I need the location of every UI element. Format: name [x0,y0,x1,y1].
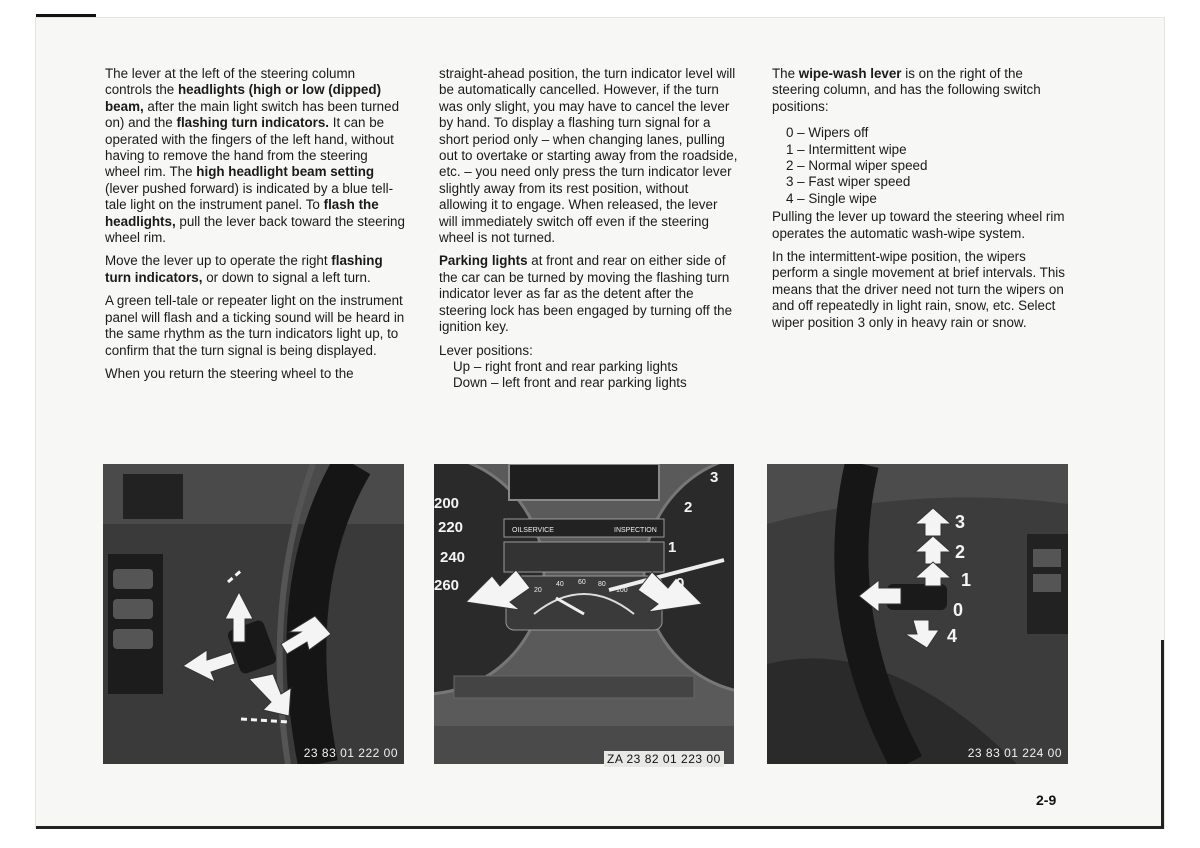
speed-label: 260 [434,577,460,594]
fuel-label: 100 [616,587,628,594]
lever-illustration [103,464,404,764]
list-item: 3 – Fast wiper speed [786,174,911,190]
rpm-label: 2 [684,499,693,516]
figure-number: 23 83 01 222 00 [303,746,398,760]
bold-term: flashing turn indicators. [176,115,329,131]
text: The lever at the left of the steering column controls the [105,66,356,98]
list-item: Down – left front and rear parking lights [453,375,687,391]
paragraph-headlight-lever [105,66,405,246]
photo-turn-signal-lever [103,464,404,764]
list-item: Up – right front and rear parking lights [453,358,678,374]
wiper-position-label: 0 [953,600,964,620]
text: The [772,66,799,81]
bold-term: headlights (high or low (dipped) beam, [105,82,382,114]
wiper-position-label: 2 [955,542,966,562]
bold-term: wipe-wash lever [798,66,902,81]
text: after the main light switch has been turned on) and the [105,98,400,131]
photo-instrument-cluster [434,464,734,764]
text-column-middle [439,66,739,392]
text: pull the lever back toward the steering wheel rim. [105,213,405,246]
text: (lever pushed forward) is indicated by a blue tell-tale light on the instrument panel. To [105,180,394,213]
list-item: 0 – Wipers off [786,125,869,141]
fuel-label: 40 [556,581,564,588]
bold-term: high headlight beam setting [196,164,375,180]
paragraph-cancel-indicator: straight-ahead position, the turn indicator level will be automatically cancelled. However, if the turn was only slight, you may have to cancel the lever by hand. To display a flashing turn signal for a short period only – when changing lanes, pulling out to overtake or starting away from the roadside, etc. – you need only press the turn indicator lever slightly away from its rest position, without allowing it to engage. When released, the lever will immediately switch off even if the steering wheel is not turned. [439,66,738,246]
wiper-position-label: 1 [961,570,972,590]
fuel-label: 20 [534,587,542,594]
inspection-label: INSPECTION [614,527,657,534]
list-item: 4 – Single wipe [786,190,877,206]
text-column-right [772,66,1072,338]
paragraph-intermittent: In the intermittent-wipe position, the wipers perform a single movement at brief intervals. This means that the driver need not turn the wipers on and off repeatedly in light rain, snow, etc. Select wiper position 3 only in heavy rain or snow. [772,249,1065,330]
fuel-label: 80 [598,581,606,588]
bold-term: flashing turn indicators, [105,253,383,285]
photo-wiper-lever [767,464,1068,764]
list-item: 1 – Intermittent wipe [786,141,907,157]
speed-label: 240 [440,549,466,566]
rpm-label: 1 [668,539,677,556]
page-edge-bottom [36,826,1164,829]
text: at front and rear on either side of the car can be turned by moving the flashing turn indicator lever as far as the detent after the steering lock has been engaged by turning off the ignition key. [439,253,733,335]
speed-label: 220 [438,519,464,536]
text-column-left [105,66,405,389]
oilservice-label: OILSERVICE [512,527,554,534]
text: is on the right of the steering column, and has the following switch positions: [772,66,1041,114]
cluster-illustration [434,464,734,764]
lever-positions-heading: Lever positions: [439,342,533,358]
text: or down to signal a left turn. [202,269,371,285]
page-edge-right [1161,640,1164,828]
rpm-label: 0 [676,575,685,592]
wiper-positions-list [786,125,1072,207]
paragraph-wash-wipe: Pulling the lever up toward the steering wheel rim operates the automatic wash-wipe system. [772,209,1065,241]
text: It can be operated with the fingers of the left hand, without having to remove the hand from the steering wheel rim. The [105,115,394,180]
paragraph-parking-lights [439,253,739,335]
rpm-label: 3 [710,469,719,486]
wiper-position-label: 4 [947,626,958,646]
speed-label: 200 [434,495,460,512]
text: Move the lever up to operate the right [105,253,332,269]
paragraph-turn-indicators [105,253,405,286]
wiper-illustration [767,464,1068,764]
bold-term: Parking lights [439,253,528,269]
figure-number: 23 83 01 224 00 [967,746,1062,760]
page-number: 2-9 [1036,792,1057,808]
wiper-position-label: 3 [955,512,966,532]
paragraph-return-wheel: When you return the steering wheel to the [105,365,354,381]
fuel-label: 60 [578,579,586,586]
paragraph-tell-tale: A green tell-tale or repeater light on the instrument panel will flash and a ticking sound will be heard in the same rhythm as the turn indicators light up, to confirm that the turn signal is being displayed. [105,293,405,358]
lever-positions-list [453,359,739,392]
figure-number: ZA 23 82 01 223 00 [604,751,724,767]
paragraph-wipe-wash [772,66,1072,115]
bold-term: flash the headlights, [105,197,379,229]
list-item: 2 – Normal wiper speed [786,158,928,174]
